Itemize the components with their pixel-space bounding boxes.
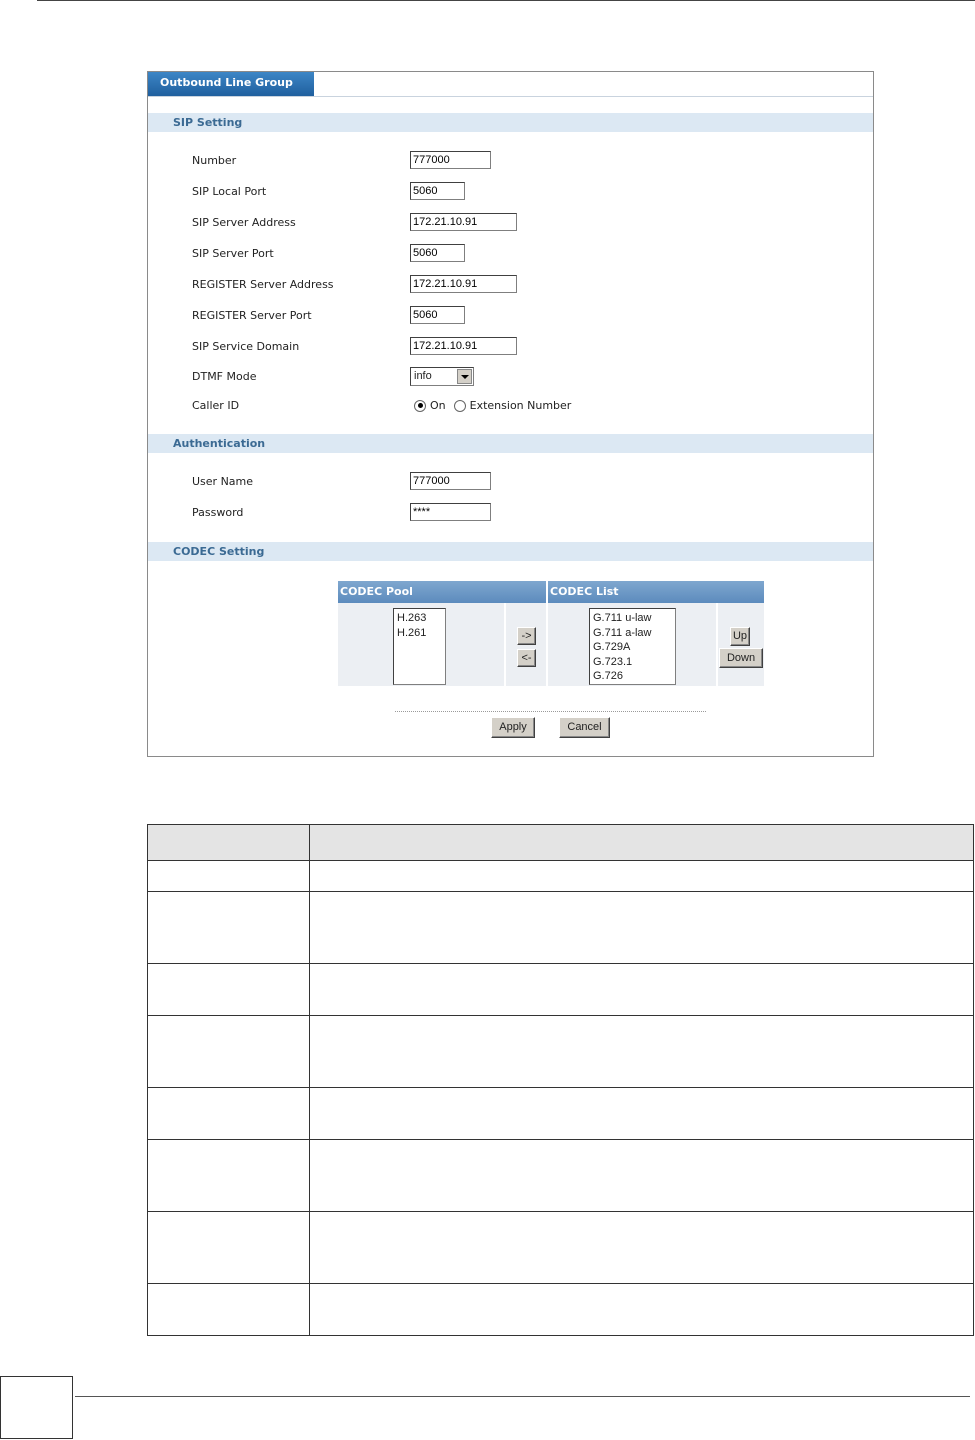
- page-number-box: [0, 1376, 73, 1439]
- outbound-line-group-panel: [147, 71, 874, 757]
- field-description-table: [147, 824, 974, 1336]
- list-item[interactable]: G.729A: [593, 641, 631, 653]
- table-cell: [148, 861, 310, 892]
- list-item[interactable]: G.726: [593, 670, 623, 682]
- table-header-cell: [310, 825, 974, 861]
- list-item[interactable]: G.711 u-law: [593, 612, 652, 624]
- table-cell: [310, 1088, 974, 1140]
- sip-service-domain-label: SIP Service Domain: [192, 340, 300, 353]
- chevron-down-icon[interactable]: [457, 369, 472, 384]
- codec-list-listbox[interactable]: [589, 608, 676, 685]
- list-item[interactable]: H.263: [397, 612, 427, 624]
- list-item[interactable]: G.723.1: [593, 655, 633, 668]
- table-cell: [148, 1284, 310, 1336]
- section-authentication: Authentication: [148, 434, 873, 453]
- caller-id-radio-group: [414, 399, 571, 412]
- table-row: [148, 1088, 974, 1140]
- list-item[interactable]: H.261: [397, 626, 427, 639]
- table-cell: [310, 1140, 974, 1212]
- table-cell: [310, 964, 974, 1016]
- sip-server-address-input[interactable]: [410, 213, 517, 231]
- caller-id-label: Caller ID: [192, 399, 240, 412]
- sip-local-port-label: SIP Local Port: [192, 185, 267, 198]
- table-cell: [148, 964, 310, 1016]
- caller-id-on-label: On: [430, 399, 446, 412]
- table-cell: [148, 1016, 310, 1088]
- register-server-address-label: REGISTER Server Address: [192, 278, 334, 291]
- codec-pool-listbox[interactable]: [393, 608, 446, 685]
- table-row: [148, 892, 974, 964]
- tab-strip: [148, 72, 873, 97]
- caller-id-extension-label: Extension Number: [469, 399, 572, 412]
- caller-id-extension-radio[interactable]: [454, 400, 466, 412]
- table-cell: [310, 1284, 974, 1336]
- table-cell: [148, 1212, 310, 1284]
- register-server-port-input[interactable]: [410, 306, 465, 324]
- dtmf-mode-label: DTMF Mode: [192, 370, 257, 383]
- number-label: Number: [192, 154, 237, 167]
- sip-service-domain-input[interactable]: [410, 337, 517, 355]
- register-server-port-label: REGISTER Server Port: [192, 309, 312, 322]
- password-label: Password: [192, 506, 244, 519]
- dtmf-mode-value: info: [414, 370, 432, 382]
- table-row: [148, 964, 974, 1016]
- sip-server-port-label: SIP Server Port: [192, 247, 274, 260]
- table-row: [148, 861, 974, 892]
- table-row: [148, 1140, 974, 1212]
- table-header-cell: [148, 825, 310, 861]
- register-server-address-input[interactable]: [410, 275, 517, 293]
- codec-pool-header: CODEC Pool: [338, 581, 546, 603]
- footer-rule: [75, 1396, 970, 1397]
- sip-server-port-input[interactable]: [410, 244, 465, 262]
- table-row: [148, 1016, 974, 1088]
- table-row: [148, 1212, 974, 1284]
- sip-local-port-input[interactable]: [410, 182, 465, 200]
- password-input[interactable]: [410, 503, 491, 521]
- cancel-button[interactable]: Cancel: [559, 717, 610, 738]
- user-name-label: User Name: [192, 475, 254, 488]
- table-cell: [148, 1140, 310, 1212]
- up-button[interactable]: Up: [730, 627, 750, 646]
- sip-server-address-label: SIP Server Address: [192, 216, 296, 229]
- table-cell: [310, 892, 974, 964]
- table-cell: [310, 1212, 974, 1284]
- table-cell: [310, 1016, 974, 1088]
- down-button[interactable]: Down: [719, 648, 763, 668]
- apply-button[interactable]: Apply: [491, 717, 535, 738]
- number-input[interactable]: [410, 151, 491, 169]
- table-header-row: [148, 825, 974, 861]
- table-row: [148, 1284, 974, 1336]
- table-cell: [148, 1088, 310, 1140]
- move-right-button[interactable]: ->: [517, 627, 536, 645]
- list-item[interactable]: G.711 a-law: [593, 626, 652, 639]
- table-cell: [148, 892, 310, 964]
- codec-list-header: CODEC List: [548, 581, 764, 603]
- dtmf-mode-select[interactable]: [410, 367, 474, 386]
- move-left-button[interactable]: <-: [517, 649, 536, 667]
- divider: [395, 711, 706, 712]
- user-name-input[interactable]: [410, 472, 491, 490]
- top-rule: [37, 0, 975, 1]
- section-codec-setting: CODEC Setting: [148, 542, 873, 561]
- tab-outbound-line-group[interactable]: Outbound Line Group: [148, 72, 314, 96]
- table-cell: [310, 861, 974, 892]
- section-sip-setting: SIP Setting: [148, 113, 873, 132]
- caller-id-on-radio[interactable]: [414, 400, 426, 412]
